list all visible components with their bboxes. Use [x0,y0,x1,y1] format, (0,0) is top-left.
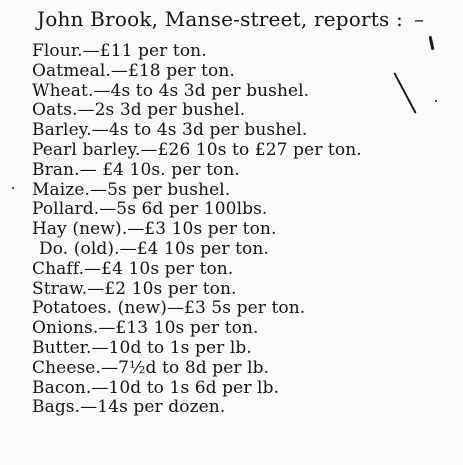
price-item-bacon: Bacon.—10d to 1s 6d per lb. [32,377,280,398]
price-item-onions: Onions.—£13 10s per ton. [32,318,259,339]
price-item-pearl-barley: Pearl barley.—£26 10s to £27 per ton. [32,139,362,160]
report-heading: John Brook, Manse-street, reports : [37,7,403,31]
price-item-straw: Straw.—£2 10s per ton. [32,278,237,299]
price-item-flour: Flour.—£11 per ton. [32,41,207,61]
price-item-butter: Butter.—10d to 1s per lb. [32,337,252,358]
heading-dash: – [414,7,424,31]
price-item-wheat: Wheat.—4s to 4s 3d per bushel. [32,80,310,101]
price-item-bran: Bran.— £4 10s. per ton. [32,159,240,180]
ink-stroke [393,72,416,114]
price-item-oatmeal: Oatmeal.—£18 per ton. [32,60,235,81]
price-item-barley: Barley.—4s to 4s 3d per bushel. [32,120,308,141]
price-item-pollard: Pollard.—5s 6d per 100lbs. [32,199,268,220]
ink-speck [429,36,435,50]
ink-dot [435,100,437,102]
price-item-cheese: Cheese.—7½d to 8d per lb. [32,357,270,378]
price-item-potatoes: Potatoes. (new)—£3 5s per ton. [32,298,306,319]
price-item-maize: Maize.—5s per bushel. [32,179,231,200]
price-item-bags: Bags.—14s per dozen. [32,397,226,418]
ink-dot [12,187,14,189]
price-item-oats: Oats.—2s 3d per bushel. [32,100,246,121]
price-item-hay-old: Do. (old).—£4 10s per ton. [39,238,269,259]
price-item-chaff: Chaff.—£4 10s per ton. [32,258,234,279]
price-item-hay-new: Hay (new).—£3 10s per ton. [32,219,277,240]
price-list [32,42,362,418]
